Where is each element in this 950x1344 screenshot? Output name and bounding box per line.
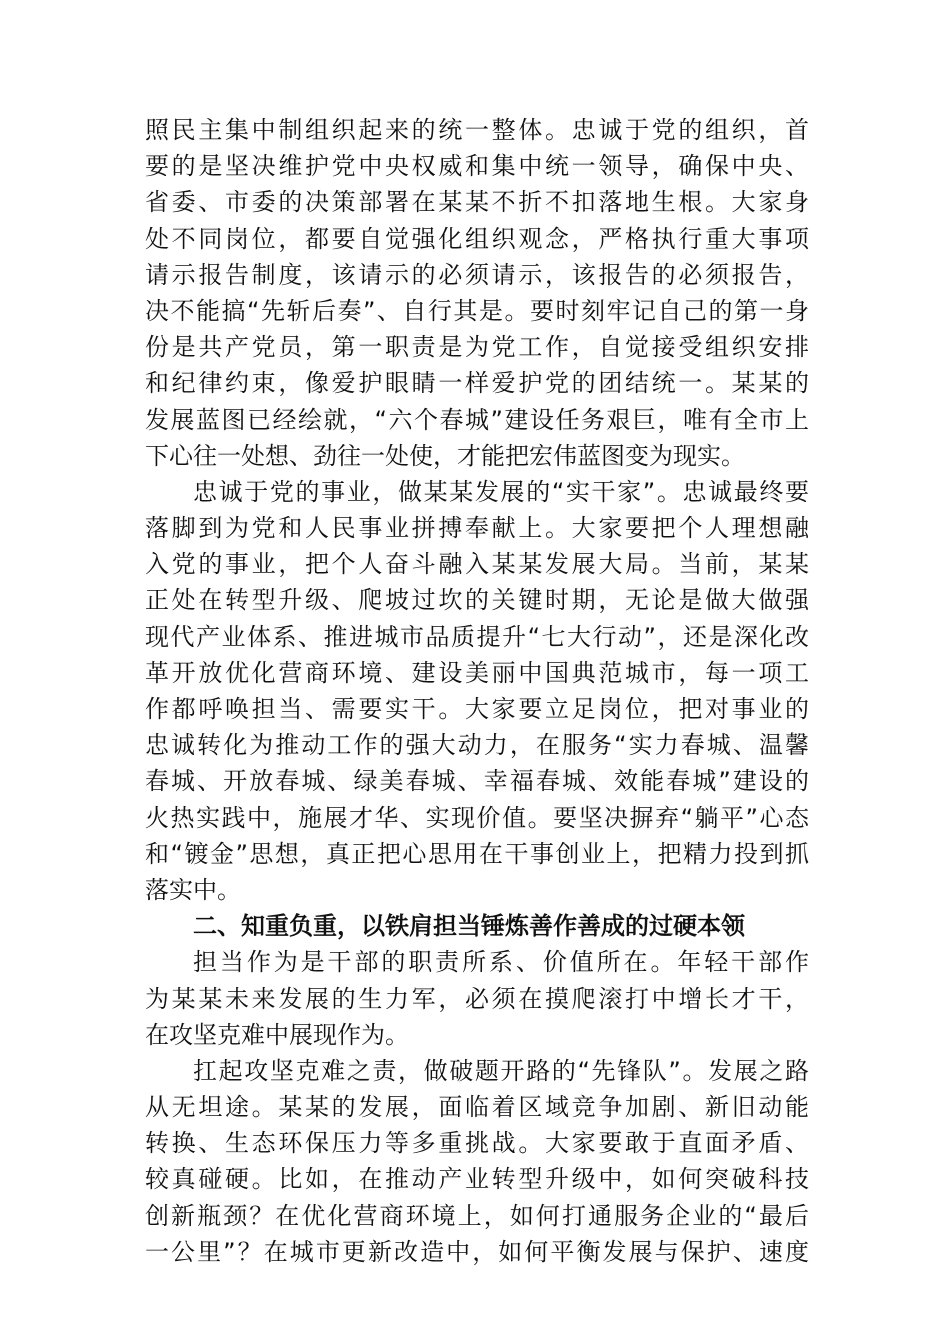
text-line: 正处在转型升级、爬坡过坎的关键时期，无论是做大做强 <box>145 586 809 615</box>
text-line: 落实中。 <box>145 875 241 904</box>
text-line: 入党的事业，把个人奋斗融入某某发展大局。当前，某某 <box>145 550 809 579</box>
text-line: 现代产业体系、推进城市品质提升“七大行动”，还是深化改 <box>145 622 809 651</box>
text-line: 创新瓶颈？在优化营商环境上，如何打通服务企业的“最后 <box>145 1201 809 1230</box>
text-line: 和“镀金”思想，真正把心思用在干事创业上，把精力投到抓 <box>145 839 809 868</box>
text-line: 扛起攻坚克难之责，做破题开路的“先锋队”。发展之路 <box>193 1056 809 1085</box>
paragraph-p2 <box>145 474 809 908</box>
text-line: 请示报告制度，该请示的必须请示，该报告的必须报告， <box>145 260 809 289</box>
text-line: 处不同岗位，都要自觉强化组织观念，严格执行重大事项 <box>145 224 809 253</box>
text-line: 一公里”？在城市更新改造中，如何平衡发展与保护、速度 <box>145 1237 809 1266</box>
text-line: 决不能搞“先斩后奏”、自行其是。要时刻牢记自己的第一身 <box>145 296 809 325</box>
text-line: 较真碰硬。比如，在推动产业转型升级中，如何突破科技 <box>145 1165 809 1194</box>
heading-line: 二、知重负重，以铁肩担当锤炼善作善成的过硬本领 <box>193 912 745 941</box>
document-body <box>145 112 809 1270</box>
text-line: 下心往一处想、劲往一处使，才能把宏伟蓝图变为现实。 <box>145 441 745 470</box>
text-line: 转换、生态环保压力等多重挑战。大家要敢于直面矛盾、 <box>145 1129 809 1158</box>
text-line: 要的是坚决维护党中央权威和集中统一领导，确保中央、 <box>145 152 809 181</box>
paragraph-p4 <box>145 1053 809 1270</box>
text-line: 革开放优化营商环境、建设美丽中国典范城市，每一项工 <box>145 658 809 687</box>
text-line: 春城、开放春城、绿美春城、幸福春城、效能春城”建设的 <box>145 767 809 796</box>
paragraph-p3 <box>145 944 809 1053</box>
text-line: 照民主集中制组织起来的统一整体。忠诚于党的组织，首 <box>145 116 809 144</box>
text-line: 和纪律约束，像爱护眼睛一样爱护党的团结统一。某某的 <box>145 369 809 398</box>
text-line: 落脚到为党和人民事业拼搏奉献上。大家要把个人理想融 <box>145 514 809 543</box>
text-line: 火热实践中，施展才华、实现价值。要坚决摒弃“躺平”心态 <box>145 803 809 832</box>
text-line: 忠诚于党的事业，做某某发展的“实干家”。忠诚最终要 <box>193 477 809 506</box>
text-line: 忠诚转化为推动工作的强大动力，在服务“实力春城、温馨 <box>145 731 809 760</box>
text-line: 担当作为是干部的职责所系、价值所在。年轻干部作 <box>193 948 809 977</box>
text-line: 在攻坚克难中展现作为。 <box>145 1020 409 1049</box>
text-line: 省委、市委的决策部署在某某不折不扣落地生根。大家身 <box>145 188 809 217</box>
text-line: 份是共产党员，第一职责是为党工作，自觉接受组织安排 <box>145 333 809 362</box>
text-line: 作都呼唤担当、需要实干。大家要立足岗位，把对事业的 <box>145 695 809 723</box>
text-line: 从无坦途。某某的发展，面临着区域竞争加剧、新旧动能 <box>145 1093 809 1122</box>
paragraph-p1 <box>145 112 809 474</box>
section-heading <box>145 908 809 944</box>
text-line: 为某某未来发展的生力军，必须在摸爬滚打中增长才干， <box>145 984 809 1013</box>
text-line: 发展蓝图已经绘就，“六个春城”建设任务艰巨，唯有全市上 <box>145 405 809 434</box>
